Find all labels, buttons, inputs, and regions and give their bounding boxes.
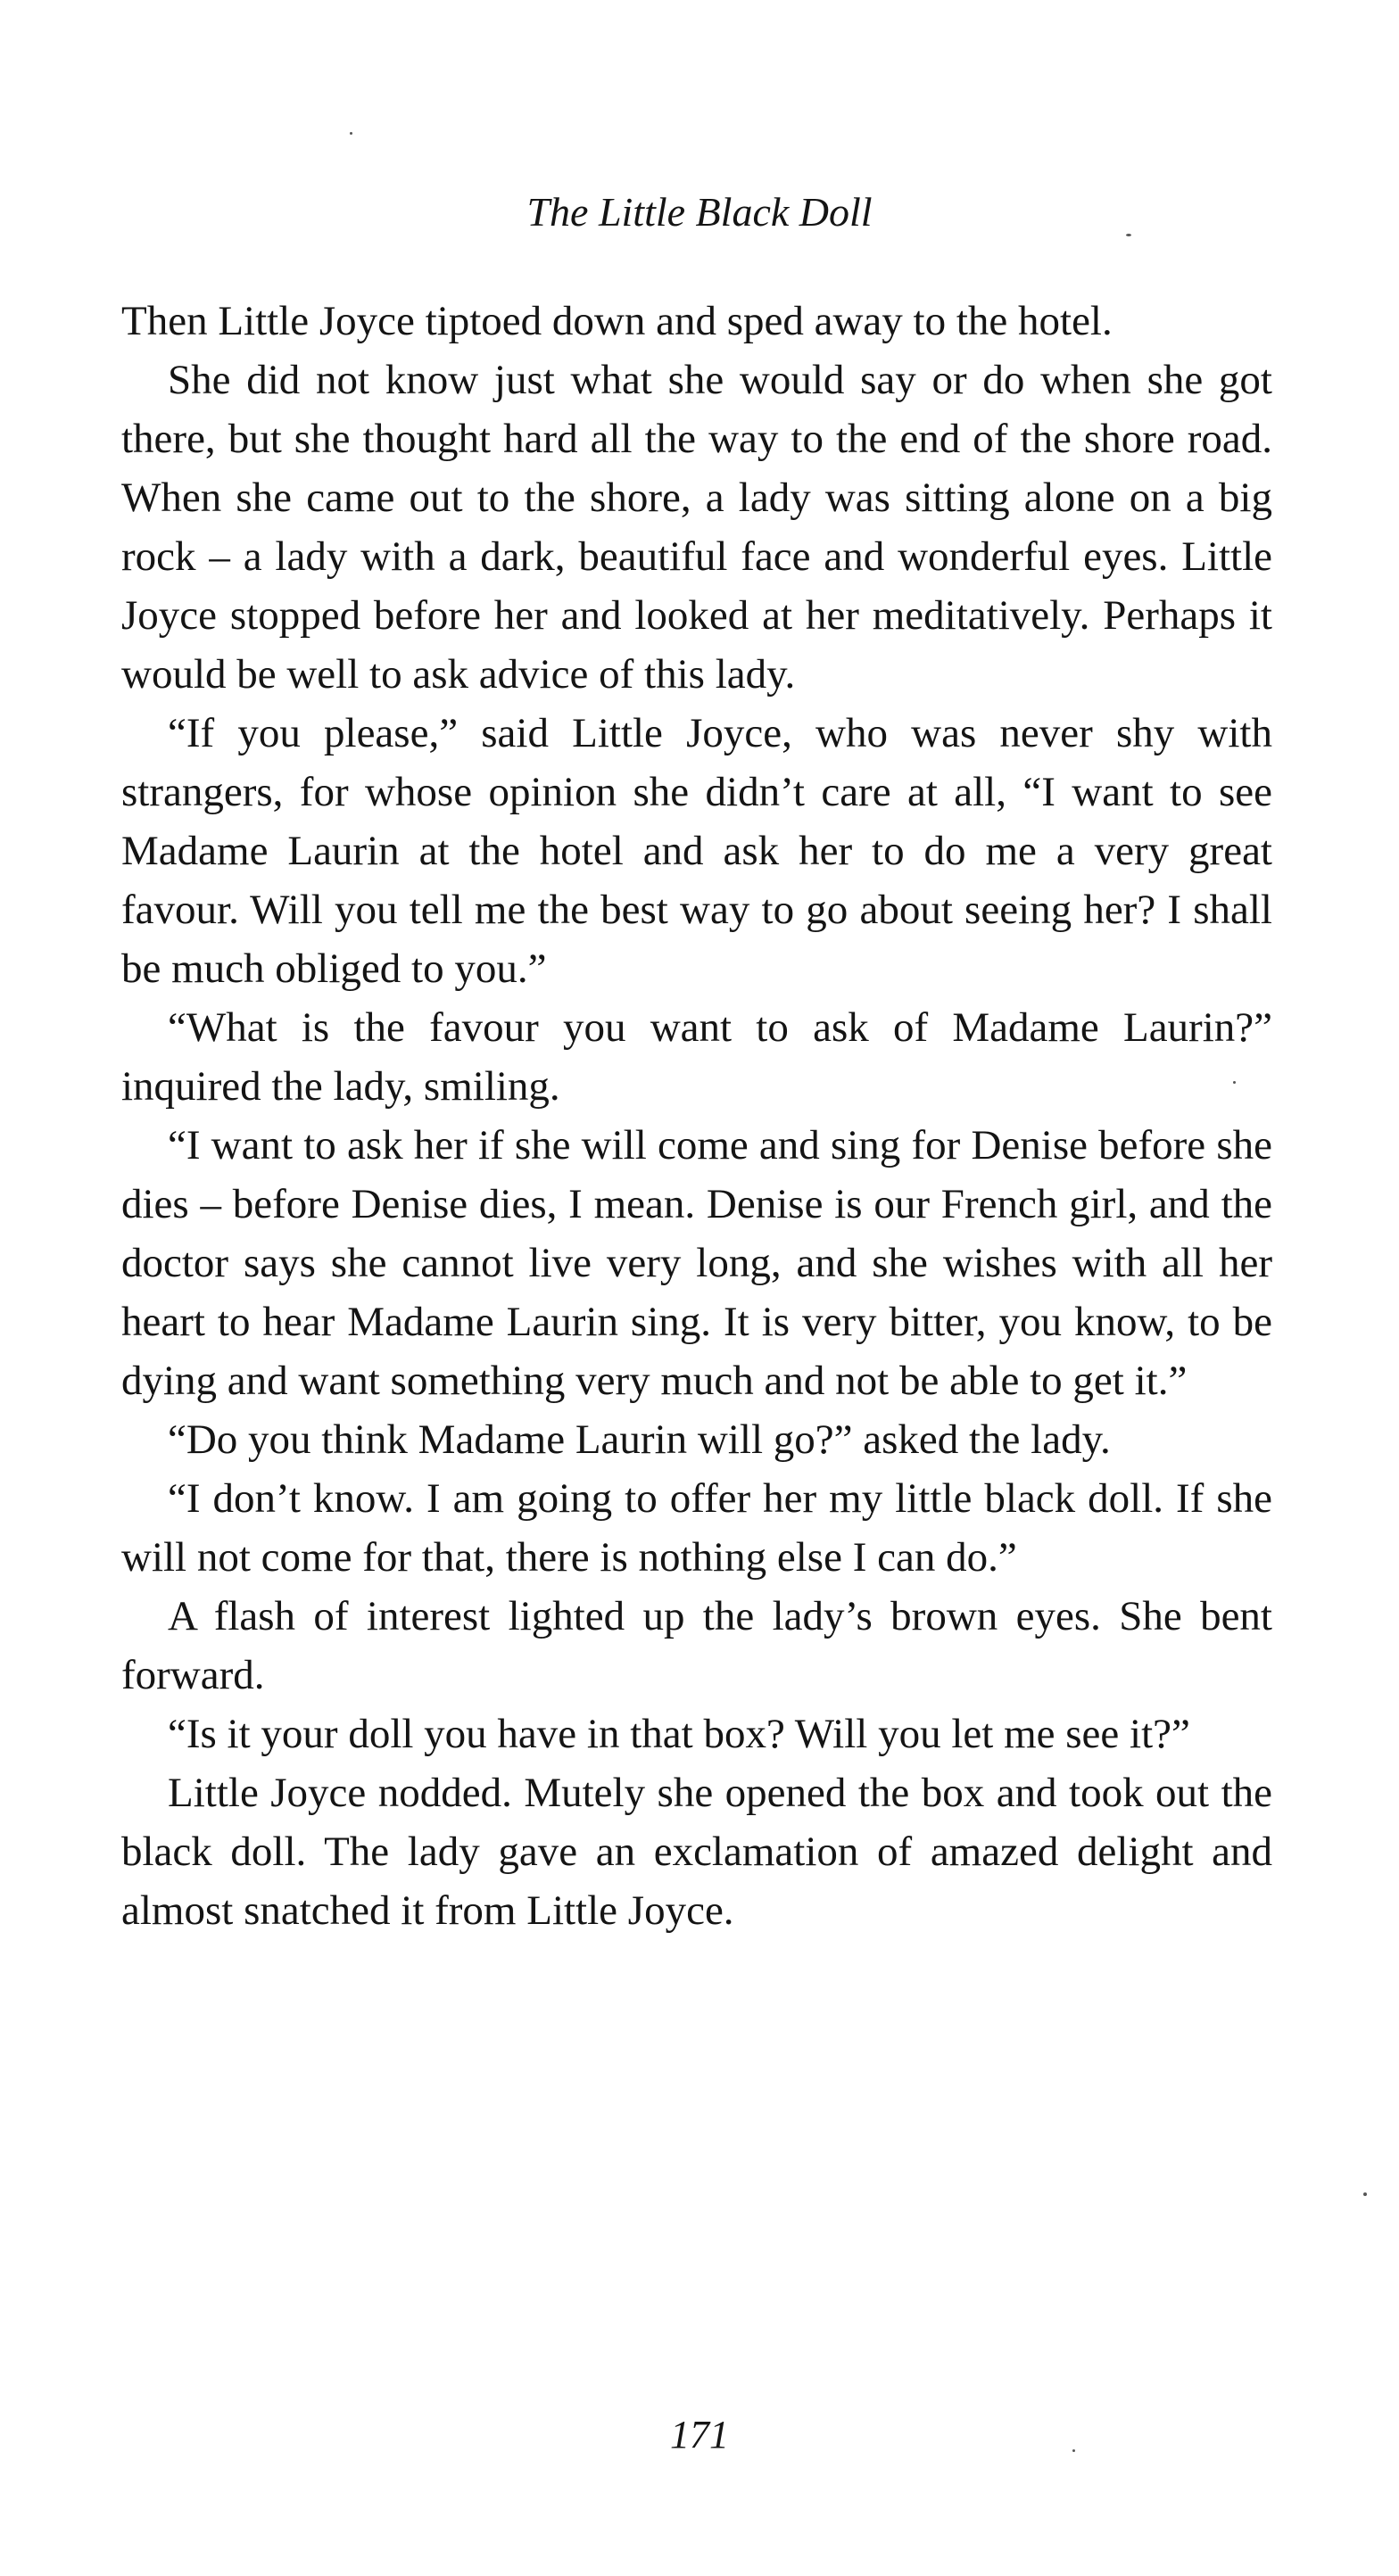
paragraph: “Do you think Madame Laurin will go?” asked the lady. bbox=[168, 1416, 1111, 1463]
scan-speck bbox=[1126, 234, 1131, 236]
paragraph: “I don’t know. I am going to offer her my little black doll. If she will not come for that, there is nothing else I can do.” bbox=[121, 1475, 1272, 1581]
paragraph: “If you please,” said Little Joyce, who was never shy with strangers, for whose opinion she didn’t care at all, “I want to see Madame Laurin at the hotel and ask her to do me a very great favour. Will you tell me the best way to go about seeing her? I shall be much obliged to you.” bbox=[121, 710, 1272, 992]
running-head: The Little Black Doll bbox=[526, 189, 873, 235]
paragraph: “I want to ask her if she will come and sing for Denise before she dies – before Denise dies, I mean. Denise is our French girl, and the doctor says she cannot live very long, and she wishes with all her heart to hear Madame Laurin sing. It is very bitter, you know, to be dying and want something very much and not be able to get it.” bbox=[121, 1122, 1272, 1404]
body-text bbox=[121, 292, 1272, 1940]
scan-speck bbox=[350, 132, 352, 135]
scan-speck bbox=[1233, 1081, 1236, 1084]
paragraph: A flash of interest lighted up the lady’s brown eyes. She bent forward. bbox=[121, 1593, 1272, 1698]
scan-speck bbox=[1363, 2192, 1367, 2196]
paragraph: Then Little Joyce tiptoed down and sped away to the hotel. bbox=[121, 298, 1113, 344]
paragraph: “Is it your doll you have in that box? Will you let me see it?” bbox=[168, 1711, 1190, 1757]
page-number: 171 bbox=[670, 2413, 729, 2456]
paragraph: Little Joyce nodded. Mutely she opened the box and took out the black doll. The lady gave an exclamation of amazed delight and almost snatched it from Little Joyce. bbox=[121, 1770, 1272, 1934]
paragraph: She did not know just what she would say or do when she got there, but she thought hard all the way to the end of the shore road. When she came out to the shore, a lady was sitting alone on a big rock – a lady with a dark, beautiful face and wonderful eyes. Little Joyce stopped before her and looked at her meditatively. Perhaps it would be well to ask advice of this lady. bbox=[121, 357, 1272, 698]
scan-speck bbox=[1072, 2449, 1075, 2452]
paragraph: “What is the favour you want to ask of Madame Laurin?” inquired the lady, smiling. bbox=[121, 1004, 1272, 1110]
